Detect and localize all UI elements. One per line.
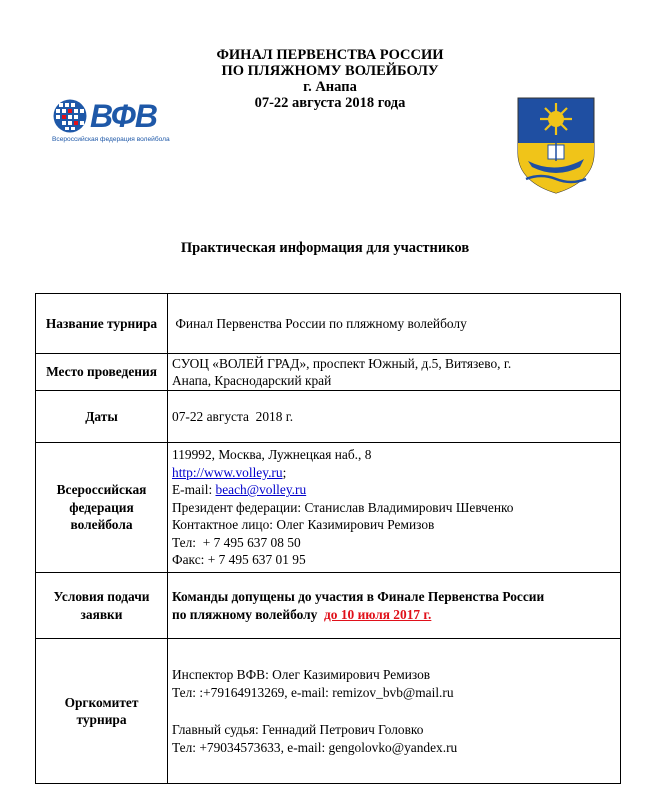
header-line-1: ФИНАЛ ПЕРВЕНСТВА РОССИИ	[216, 47, 444, 63]
venue-value	[168, 354, 621, 391]
volleyball-logo-icon	[52, 98, 88, 134]
tournament-value: Финал Первенства России по пляжному волейболу	[168, 294, 621, 354]
table-row	[36, 354, 621, 391]
application-label	[36, 573, 168, 639]
federation-address: 119992, Москва, Лужнецкая наб., 8	[172, 447, 372, 463]
header-line-3: г. Анапа	[303, 79, 357, 95]
venue-line-2: Анапа, Краснодарский край	[172, 373, 332, 388]
vfv-logo	[52, 98, 182, 148]
committee-judge: Главный судья: Геннадий Петрович Головко	[172, 722, 424, 737]
federation-president: Президент федерации: Станислав Владимирович Шевченко	[172, 499, 514, 515]
table-row	[36, 391, 621, 443]
application-label-line-1: Условия подачи	[53, 589, 150, 604]
website-link[interactable]: http://www.volley.ru	[172, 464, 283, 480]
committee-spacer	[172, 701, 616, 721]
logo-abbreviation: ВФВ	[90, 98, 157, 134]
committee-label-line-1: Оргкомитет	[64, 694, 139, 710]
committee-inspector-contact: Тел: :+79164913269, e-mail: remizov_bvb@mail.ru	[172, 684, 454, 700]
federation-label-line-3: волейбола	[70, 517, 133, 533]
federation-value	[168, 443, 621, 573]
venue-line-1: СУОЦ «ВОЛЕЙ ГРАД», проспект Южный, д.5, Витязево, г.	[172, 355, 512, 371]
document-header	[150, 47, 510, 111]
anapa-coat-of-arms-icon	[514, 95, 598, 195]
email-link[interactable]: beach@volley.ru	[215, 482, 307, 498]
table-row	[36, 443, 621, 573]
dates-label: Даты	[36, 391, 168, 443]
table-row	[36, 573, 621, 639]
federation-email-line	[172, 481, 616, 499]
federation-label-line-2: федерация	[69, 499, 134, 515]
application-value	[168, 573, 621, 639]
section-subtitle: Практическая информация для участников	[180, 240, 470, 256]
info-table	[35, 293, 621, 784]
federation-fax: Факс: + 7 495 637 01 95	[172, 552, 306, 568]
application-line-2	[172, 606, 616, 624]
federation-contact: Контактное лицо: Олег Казимирович Ремизов	[172, 517, 435, 533]
header-line-4: 07-22 августа 2018 года	[254, 95, 406, 111]
committee-label	[36, 639, 168, 784]
federation-website-line	[172, 464, 616, 482]
tournament-label: Название турнира	[36, 294, 168, 354]
application-line-2-text: по пляжному волейболу	[172, 606, 325, 622]
website-suffix: ;	[282, 464, 287, 480]
federation-phone: Тел: + 7 495 637 08 50	[172, 534, 301, 550]
federation-label	[36, 443, 168, 573]
application-label-line-2: заявки	[80, 606, 123, 622]
logo-subtitle: Всероссийская федерация волейбола	[52, 136, 170, 143]
email-prefix: E-mail:	[172, 482, 216, 498]
application-line-1: Команды допущены до участия в Финале Первенства России	[172, 589, 545, 604]
committee-value	[168, 639, 621, 784]
dates-value: 07-22 августа 2018 г.	[168, 391, 621, 443]
table-row	[36, 294, 621, 354]
application-deadline: до 10 июля 2017 г.	[324, 606, 432, 622]
table-row	[36, 639, 621, 784]
federation-label-line-1: Всероссийская	[56, 482, 147, 498]
committee-inspector: Инспектор ВФВ: Олег Казимирович Ремизов	[172, 667, 431, 682]
committee-judge-contact: Тел: +79034573633, e-mail: gengolovko@yandex.ru	[172, 739, 458, 755]
header-line-2: ПО ПЛЯЖНОМУ ВОЛЕЙБОЛУ	[221, 63, 439, 79]
venue-label: Место проведения	[36, 354, 168, 391]
committee-label-line-2: турнира	[76, 712, 127, 727]
